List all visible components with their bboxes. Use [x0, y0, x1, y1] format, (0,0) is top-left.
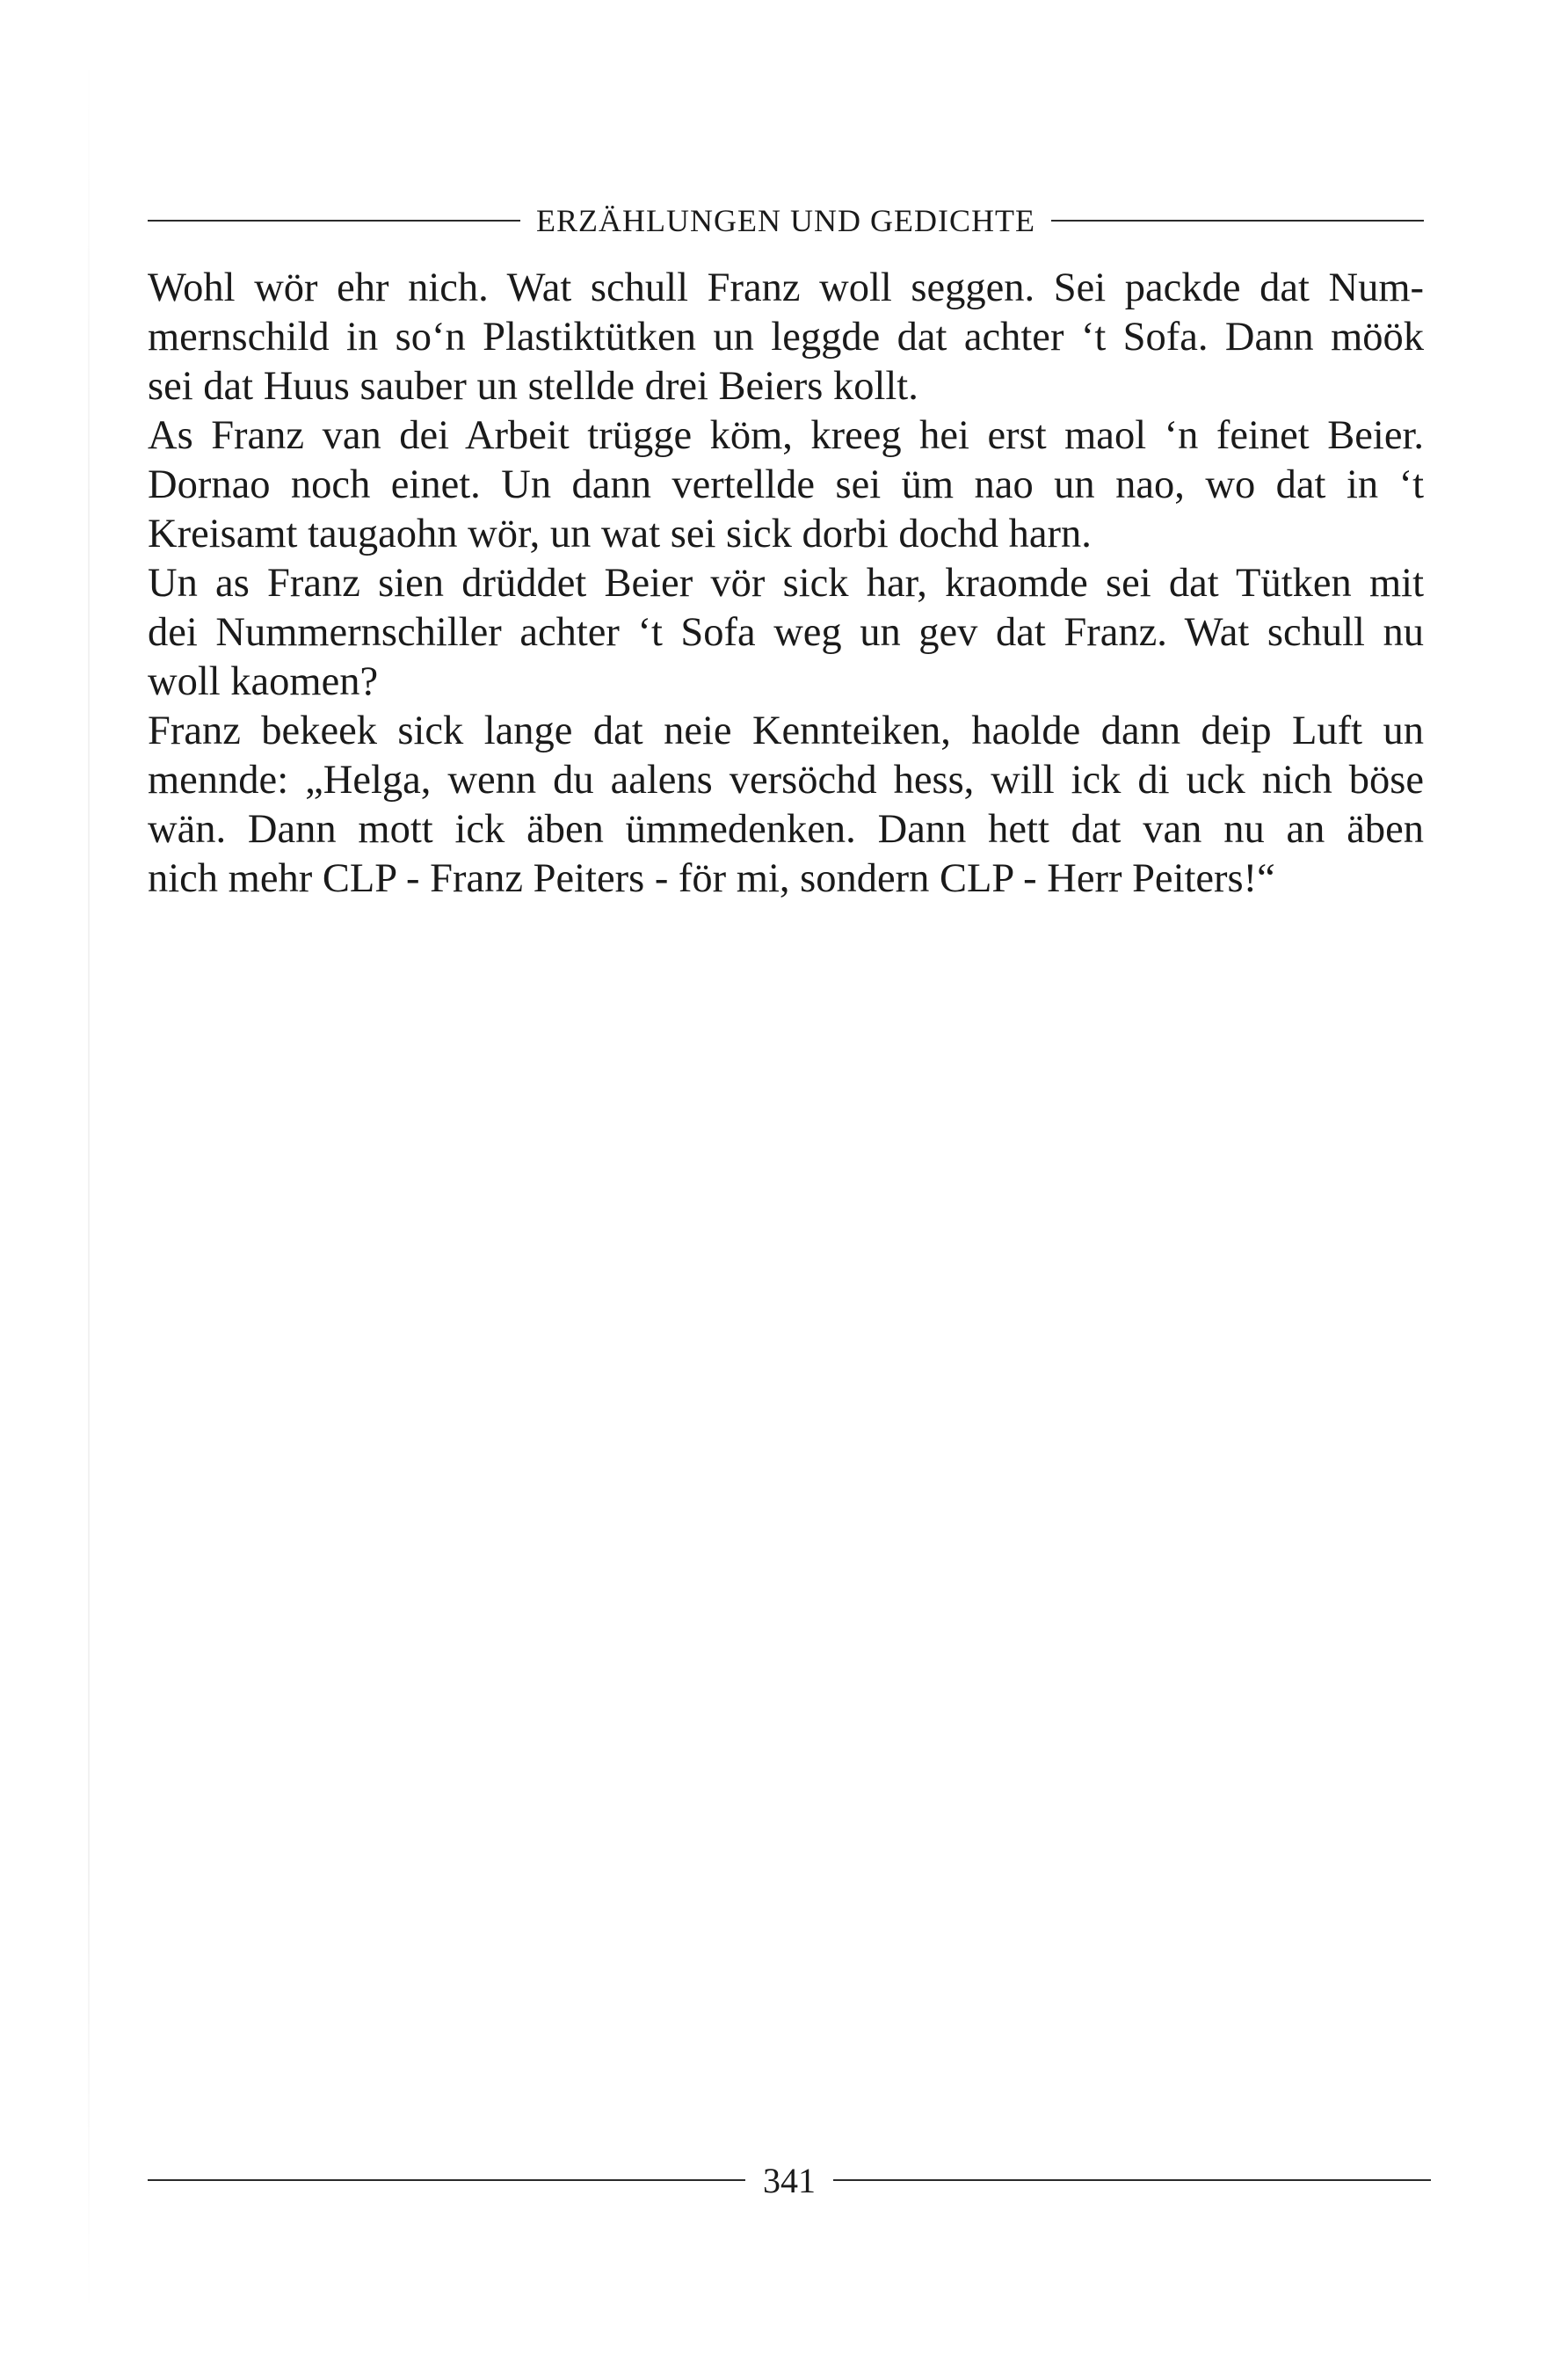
text-line: sei dat Huus sauber un stellde drei Beiers kollt.: [148, 364, 918, 409]
text-line: Wohl wör ehr nich. Wat schull Franz woll seggen. Sei packde dat Num-: [148, 265, 1424, 310]
text-line: mernschild in so‘n Plastiktütken un leggde dat achter ‘t Sofa. Dann möök: [148, 315, 1424, 360]
footer-rule-left: [148, 2179, 745, 2181]
footer-rule-right: [833, 2179, 1431, 2181]
running-header-title: ERZÄHLUNGEN UND GEDICHTE: [536, 203, 1035, 238]
header-rule-right: [1051, 220, 1424, 222]
header-rule-left: [148, 220, 520, 222]
text-line: mennde: „Helga, wenn du aalens versöchd hess, will ick di uck nich böse: [148, 758, 1424, 803]
page-gutter-shadow: [88, 53, 90, 2321]
text-line: Dornao noch einet. Un dann vertellde sei üm nao un nao, wo dat in ‘t: [148, 462, 1424, 507]
text-line: Franz bekeek sick lange dat neie Kennteiken, haolde dann deip Luft un: [148, 709, 1424, 753]
paragraph: [148, 707, 1424, 904]
page-number: 341: [763, 2160, 816, 2200]
paragraph: [148, 411, 1424, 559]
text-line: As Franz van dei Arbeit trügge köm, kreeg hei erst maol ‘n feinet Beier.: [148, 413, 1424, 458]
text-line: woll kaomen?: [148, 659, 379, 704]
text-line: wän. Dann mott ick äben ümmedenken. Dann hett dat van nu an äben: [148, 807, 1424, 852]
text-line: Un as Franz sien drüddet Beier vör sick har, kraomde sei dat Tütken mit: [148, 561, 1424, 606]
paragraph: [148, 264, 1424, 411]
page-footer: [148, 2154, 1431, 2206]
body-text: [148, 264, 1424, 904]
text-line: nich mehr CLP - Franz Peiters - för mi, sondern CLP - Herr Peiters!“: [148, 856, 1275, 901]
paragraph: [148, 559, 1424, 707]
text-line: dei Nummernschiller achter ‘t Sofa weg un gev dat Franz. Wat schull nu: [148, 610, 1424, 655]
text-line: Kreisamt taugaohn wör, un wat sei sick dorbi dochd harn.: [148, 512, 1092, 556]
running-header: [148, 199, 1424, 243]
